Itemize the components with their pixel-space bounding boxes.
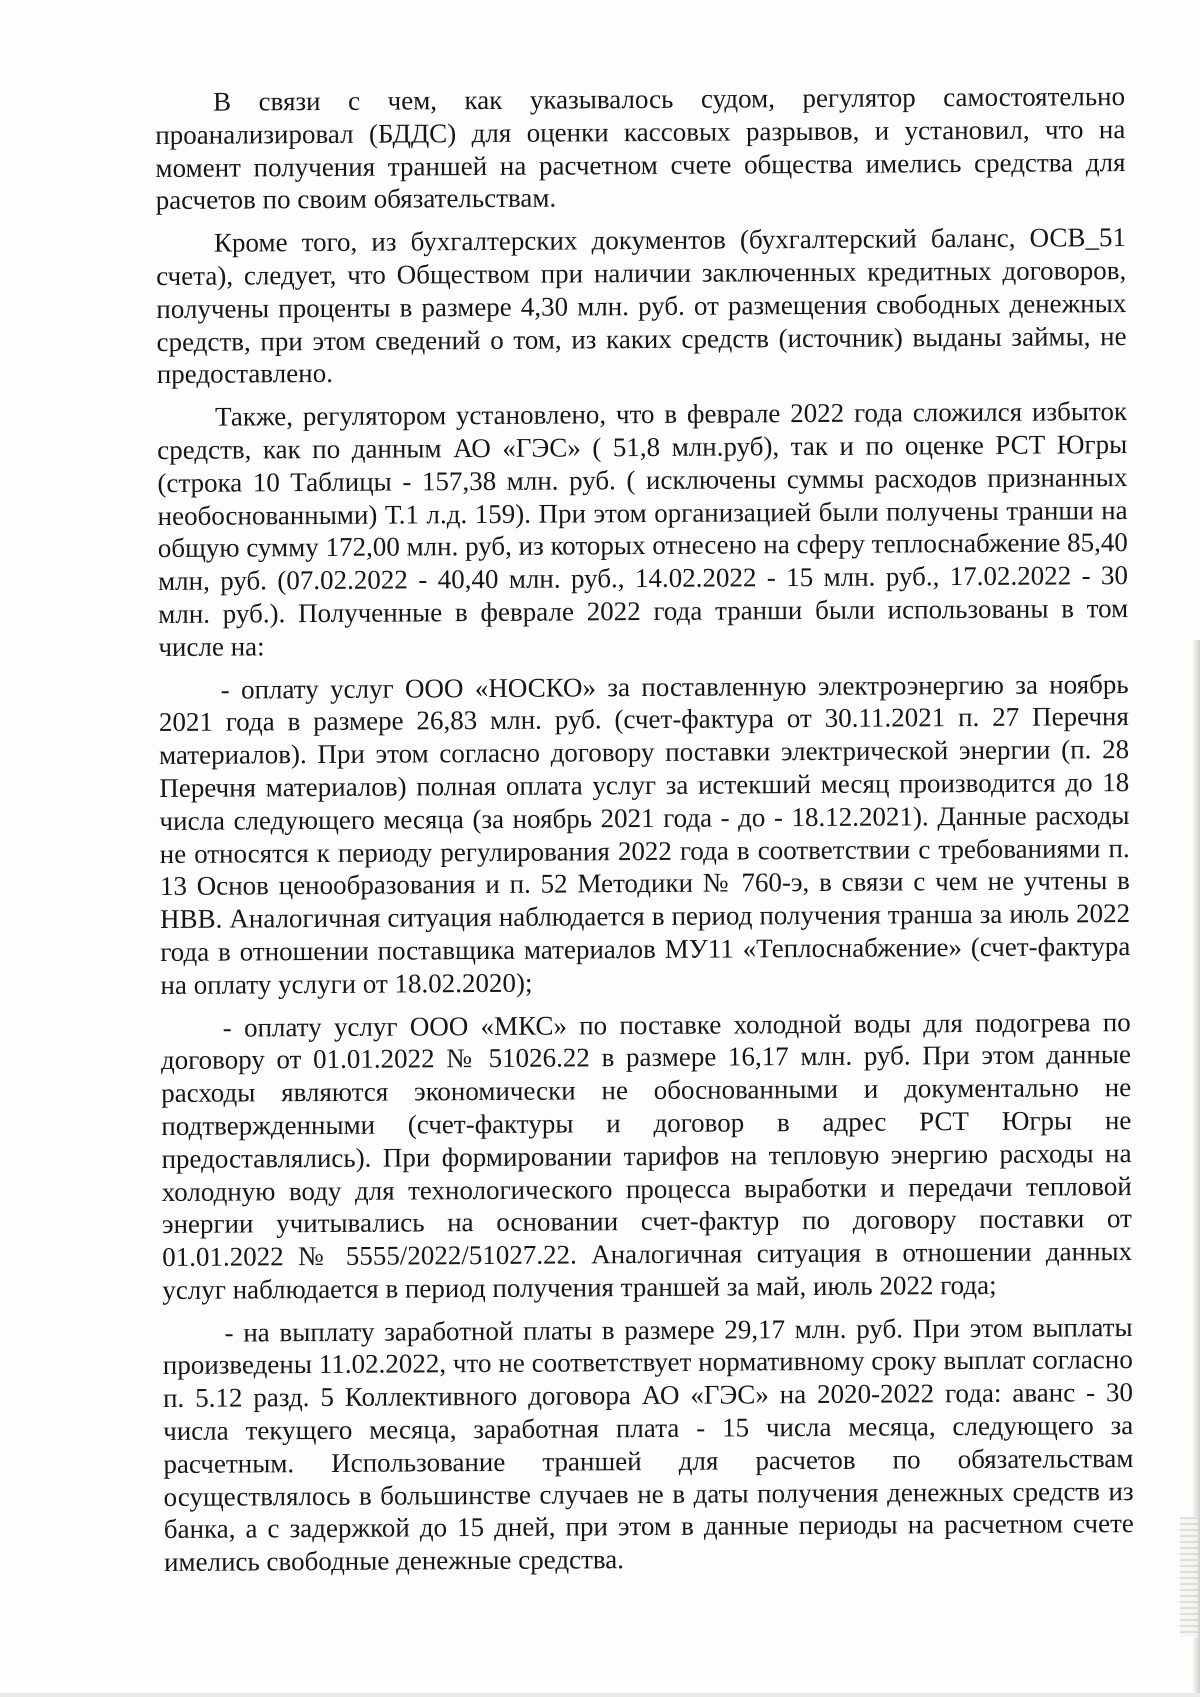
list-item-nosko-payment: - оплату услуг ООО «НОСКО» за поставленную электроэнергию за ноябрь 2021 года в размере 26,83 млн. руб. (счет-фактура от 30.11.2021 п. 27 Перечня материалов). При этом согласно договору поставки электрической энергии (п. 28 Перечня материалов) полная оплата услуг за истекший месяц производится до 18 числа следующего месяца (за ноябрь 2021 года - до - 18.12.2021). Данные расходы не относятся к периоду регулирования 2022 года в соответствии с требованиями п. 13 Основ ценообразования и п. 52 Методики № 760-э, в связи с чем не учтены в НВВ. Аналогичная ситуация наблюдается в период получения транша за июль 2022 года в отношении поставщика материалов МУ11 «Теплоснабжение» (счет-фактура на оплату услуги от 18.02.2020); (158, 668, 1131, 1000)
paragraph-regulator-analysis: В связи с чем, как указывалось судом, регулятор самостоятельно проанализировал (БДДС) для оценки кассовых разрывов, и установил, что на момент получения траншей на расчетном счете общества имелись средства для расчетов по своим обязательствам. (155, 81, 1126, 216)
scan-corner-artifact (1180, 1517, 1198, 1637)
paragraph-accounting-documents: Кроме того, из бухгалтерских документов (бухгалтерский баланс, ОСВ_51 счета), следует, что Обществом при наличии заключенных кредитных договоров, получены проценты в размере 4,30 млн. руб. от размещения свободных денежных средств, при этом сведений о том, из каких средств (источник) выданы займы, не предоставлено. (156, 222, 1127, 390)
paragraph-february-surplus: Также, регулятором установлено, что в феврале 2022 года сложился избыток средств, как по данным АО «ГЭС» ( 51,8 млн.руб), так и по оценке РСТ Югры (строка 10 Таблицы - 157,38 млн. руб. ( исключены суммы расходов признанных необоснованными) Т.1 л.д. 159). При этом организацией были получены транши на общую сумму 172,00 млн. руб, из которых отнесено на сферу теплоснабжение 85,40 млн, руб. (07.02.2022 - 40,40 млн. руб., 14.02.2022 - 15 млн. руб., 17.02.2022 - 30 млн. руб.). Полученные в феврале 2022 года транши были использованы в том числе на: (157, 396, 1129, 662)
scan-bottom-edge (0, 1693, 1200, 1697)
list-item-salary-payment: - на выплату заработной платы в размере 29,17 млн. руб. При этом выплаты произведены 11.02.2022, что не соответствует нормативному сроку выплат согласно п. 5.12 разд. 5 Коллективного договора АО «ГЭС» на 2020-2022 года: аванс - 30 числа текущего месяца, заработная плата - 15 числа месяца, следующего за расчетным. Использование траншей для расчетов по обязательствам осуществлялось в большинстве случаев не в даты получения денежных средств из банка, а с задержкой до 15 дней, при этом в данные периоды на расчетном счете имелись свободные денежные средства. (162, 1311, 1134, 1578)
list-item-mks-payment: - оплату услуг ООО «МКС» по поставке холодной воды для подогрева по договору от 01.01.2022 № 51026.22 в размере 16,17 млн. руб. При этом данные расходы являются экономически не обоснованными и документально не подтвержденными (счет-фактуры и договор в адрес РСТ Югры не предоставлялись). При формировании тарифов на тепловую энергию расходы на холодную воду для технологического процесса выработки и передачи тепловой энергии учитывались на основании счет-фактур по договору поставки от 01.01.2022 № 5555/2022/51027.22. Аналогичная ситуация в отношении данных услуг наблюдается в период получения траншей за май, июль 2022 года; (160, 1006, 1133, 1305)
document-body (155, 80, 1134, 1589)
